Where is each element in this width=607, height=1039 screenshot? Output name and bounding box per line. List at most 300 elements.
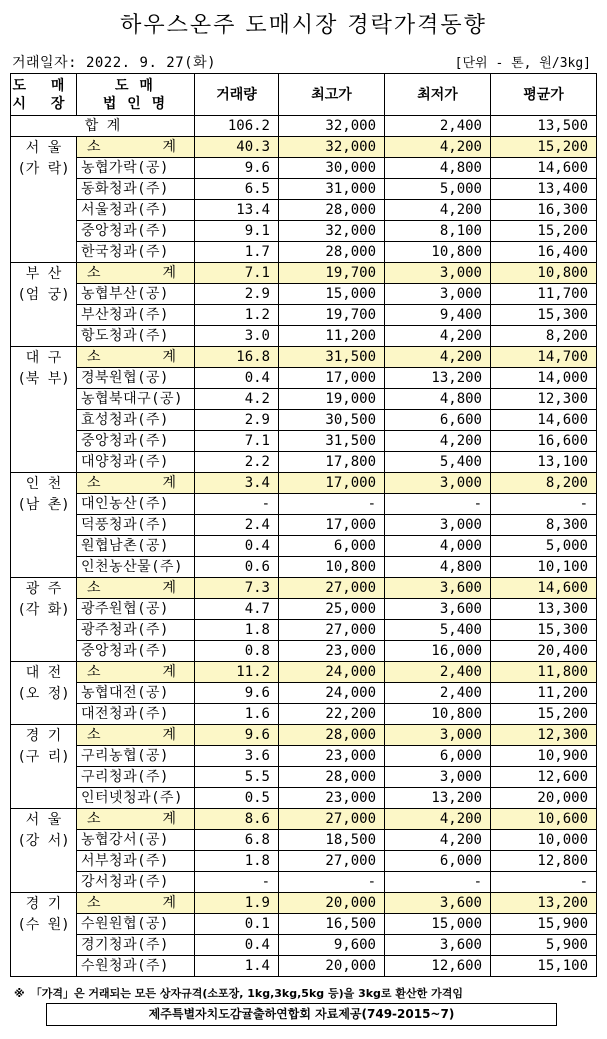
- region-name: 대 전: [25, 665, 62, 681]
- corp-name: 대전청과(주): [77, 704, 195, 725]
- cell-avg: 12,300: [491, 389, 597, 410]
- subtotal-max: 31,500: [279, 347, 385, 368]
- table-row: [11, 200, 597, 221]
- corp-name: 중앙청과(주): [77, 641, 195, 662]
- subtotal-row: [11, 347, 597, 368]
- subtotal-label: [77, 893, 195, 914]
- cell-min: 15,000: [385, 914, 491, 935]
- cell-volume: 4.7: [195, 599, 279, 620]
- subtotal-avg: 14,600: [491, 578, 597, 599]
- table-row: [11, 242, 597, 263]
- corp-name: 농협가락(공): [77, 158, 195, 179]
- region-name: 대 구: [25, 350, 62, 366]
- cell-volume: 9.6: [195, 683, 279, 704]
- subtotal-volume: 8.6: [195, 809, 279, 830]
- cell-max: 22,200: [279, 704, 385, 725]
- subtotal-max: 27,000: [279, 809, 385, 830]
- trade-date: 거래일자: 2022. 9. 27(화): [12, 55, 217, 71]
- region-cell: [11, 893, 77, 977]
- subtotal-min: 3,000: [385, 725, 491, 746]
- subtotal-label: [77, 578, 195, 599]
- cell-volume: 0.4: [195, 368, 279, 389]
- total-volume: 106.2: [195, 116, 279, 137]
- corp-name: 대인농산(주): [77, 494, 195, 515]
- cell-min: 5,000: [385, 179, 491, 200]
- cell-max: 30,000: [279, 158, 385, 179]
- cell-avg: 15,200: [491, 704, 597, 725]
- cell-avg: 10,900: [491, 746, 597, 767]
- corp-name: 한국청과(주): [77, 242, 195, 263]
- subtotal-max: 27,000: [279, 578, 385, 599]
- cell-max: 32,000: [279, 221, 385, 242]
- table-row: [11, 788, 597, 809]
- subtotal-min: 2,400: [385, 662, 491, 683]
- total-max: 32,000: [279, 116, 385, 137]
- table-row: [11, 830, 597, 851]
- subtotal-label-a: 소: [87, 727, 101, 743]
- table-row: [11, 284, 597, 305]
- total-label: 합 계: [11, 116, 195, 137]
- header-avg: 평균가: [491, 74, 597, 116]
- cell-volume: 3.0: [195, 326, 279, 347]
- cell-avg: 15,300: [491, 305, 597, 326]
- total-avg: 13,500: [491, 116, 597, 137]
- subtotal-label: [77, 725, 195, 746]
- cell-min: 13,200: [385, 368, 491, 389]
- cell-volume: 0.6: [195, 557, 279, 578]
- cell-avg: 10,000: [491, 830, 597, 851]
- table-row: [11, 599, 597, 620]
- cell-avg: 5,000: [491, 536, 597, 557]
- cell-avg: 5,900: [491, 935, 597, 956]
- cell-min: 3,000: [385, 767, 491, 788]
- cell-min: 3,000: [385, 515, 491, 536]
- subtotal-max: 28,000: [279, 725, 385, 746]
- corp-name: 동화청과(주): [77, 179, 195, 200]
- subtotal-row: [11, 137, 597, 158]
- cell-max: 31,000: [279, 179, 385, 200]
- cell-avg: 14,000: [491, 368, 597, 389]
- table-row: [11, 452, 597, 473]
- table-row: [11, 641, 597, 662]
- region-market: (오 정): [17, 686, 70, 702]
- corp-name: 경기청과(주): [77, 935, 195, 956]
- cell-max: 28,000: [279, 242, 385, 263]
- subtotal-row: [11, 809, 597, 830]
- corp-name: 농협북대구(공): [77, 389, 195, 410]
- cell-volume: -: [195, 494, 279, 515]
- subtotal-label-a: 소: [87, 349, 101, 365]
- table-row: [11, 158, 597, 179]
- subtotal-label: [77, 809, 195, 830]
- corp-name: 인터넷청과(주): [77, 788, 195, 809]
- subtotal-label-b: 계: [162, 895, 177, 911]
- subtotal-avg: 12,300: [491, 725, 597, 746]
- cell-volume: 1.8: [195, 620, 279, 641]
- corp-name: 중앙청과(주): [77, 431, 195, 452]
- cell-volume: 5.5: [195, 767, 279, 788]
- corp-name: 강서청과(주): [77, 872, 195, 893]
- cell-min: 4,800: [385, 557, 491, 578]
- subtotal-min: 3,000: [385, 263, 491, 284]
- cell-max: 10,800: [279, 557, 385, 578]
- table-row: [11, 515, 597, 536]
- cell-volume: 13.4: [195, 200, 279, 221]
- header-max: 최고가: [279, 74, 385, 116]
- subtotal-volume: 1.9: [195, 893, 279, 914]
- cell-volume: 3.6: [195, 746, 279, 767]
- cell-min: 6,600: [385, 410, 491, 431]
- cell-max: 15,000: [279, 284, 385, 305]
- cell-max: -: [279, 494, 385, 515]
- subtotal-min: 4,200: [385, 809, 491, 830]
- cell-avg: 14,600: [491, 158, 597, 179]
- cell-avg: 8,200: [491, 326, 597, 347]
- subtotal-row: [11, 725, 597, 746]
- cell-max: 17,000: [279, 368, 385, 389]
- source-footer: 제주특별자치도감귤출하연합회 자료제공(749-2015~7): [46, 1003, 557, 1026]
- cell-min: 16,000: [385, 641, 491, 662]
- cell-volume: 2.2: [195, 452, 279, 473]
- corp-name: 항도청과(주): [77, 326, 195, 347]
- header-market: [11, 74, 77, 116]
- corp-name: 수원청과(주): [77, 956, 195, 977]
- cell-volume: 1.8: [195, 851, 279, 872]
- cell-volume: 2.9: [195, 410, 279, 431]
- table-row: [11, 389, 597, 410]
- subtotal-label: [77, 662, 195, 683]
- subtotal-label-a: 소: [87, 475, 101, 491]
- cell-max: 23,000: [279, 746, 385, 767]
- cell-avg: -: [491, 872, 597, 893]
- cell-avg: 13,400: [491, 179, 597, 200]
- cell-min: 4,800: [385, 389, 491, 410]
- subtotal-label-b: 계: [162, 349, 177, 365]
- cell-min: 8,100: [385, 221, 491, 242]
- region-name: 광 주: [25, 581, 62, 597]
- cell-min: 4,000: [385, 536, 491, 557]
- cell-min: 6,000: [385, 746, 491, 767]
- subtotal-label-b: 계: [162, 664, 177, 680]
- table-row: [11, 326, 597, 347]
- header-market-line2: 시 장: [12, 95, 75, 112]
- cell-avg: 15,100: [491, 956, 597, 977]
- corp-name: 대양청과(주): [77, 452, 195, 473]
- cell-max: 28,000: [279, 767, 385, 788]
- corp-name: 수원원협(공): [77, 914, 195, 935]
- cell-max: 27,000: [279, 620, 385, 641]
- subtotal-label-b: 계: [162, 475, 177, 491]
- region-name: 인 천: [25, 476, 62, 492]
- corp-name: 서울청과(주): [77, 200, 195, 221]
- cell-avg: 20,400: [491, 641, 597, 662]
- table-row: [11, 536, 597, 557]
- subtotal-label-b: 계: [162, 727, 177, 743]
- region-cell: [11, 263, 77, 347]
- cell-avg: 10,100: [491, 557, 597, 578]
- cell-avg: 15,300: [491, 620, 597, 641]
- cell-max: 25,000: [279, 599, 385, 620]
- cell-avg: 15,900: [491, 914, 597, 935]
- corp-name: 농협대전(공): [77, 683, 195, 704]
- region-market: (구 리): [17, 749, 70, 765]
- region-market: (강 서): [17, 833, 70, 849]
- subtotal-min: 3,600: [385, 578, 491, 599]
- cell-min: 10,800: [385, 704, 491, 725]
- corp-name: 서부청과(주): [77, 851, 195, 872]
- cell-min: -: [385, 872, 491, 893]
- subtotal-avg: 14,700: [491, 347, 597, 368]
- table-row: [11, 179, 597, 200]
- header-corp-line1: 도 매: [115, 77, 156, 94]
- subtotal-row: [11, 578, 597, 599]
- subtotal-max: 20,000: [279, 893, 385, 914]
- cell-max: 6,000: [279, 536, 385, 557]
- subtotal-label: [77, 347, 195, 368]
- subtotal-avg: 8,200: [491, 473, 597, 494]
- cell-min: 4,200: [385, 830, 491, 851]
- corp-name: 구리청과(주): [77, 767, 195, 788]
- table-row: [11, 221, 597, 242]
- subtotal-min: 3,600: [385, 893, 491, 914]
- subtotal-label-b: 계: [162, 265, 177, 281]
- cell-avg: 11,700: [491, 284, 597, 305]
- cell-min: 2,400: [385, 683, 491, 704]
- cell-volume: 1.4: [195, 956, 279, 977]
- cell-max: -: [279, 872, 385, 893]
- subtotal-row: [11, 662, 597, 683]
- subtotal-volume: 3.4: [195, 473, 279, 494]
- cell-max: 19,700: [279, 305, 385, 326]
- subtotal-avg: 13,200: [491, 893, 597, 914]
- subtotal-max: 24,000: [279, 662, 385, 683]
- cell-max: 11,200: [279, 326, 385, 347]
- corp-name: 구리농협(공): [77, 746, 195, 767]
- subtotal-row: [11, 893, 597, 914]
- note-mark: ※: [14, 987, 25, 1000]
- table-row: [11, 431, 597, 452]
- cell-volume: 7.1: [195, 431, 279, 452]
- corp-name: 인천농산물(주): [77, 557, 195, 578]
- table-row: [11, 305, 597, 326]
- cell-volume: 0.4: [195, 536, 279, 557]
- cell-avg: 14,600: [491, 410, 597, 431]
- cell-min: 4,800: [385, 158, 491, 179]
- region-name: 경 기: [25, 728, 62, 744]
- cell-volume: 2.4: [195, 515, 279, 536]
- subtotal-label: [77, 473, 195, 494]
- subtotal-avg: 15,200: [491, 137, 597, 158]
- price-table: [10, 73, 597, 977]
- table-header-row: [11, 74, 597, 116]
- cell-max: 28,000: [279, 200, 385, 221]
- subtotal-volume: 9.6: [195, 725, 279, 746]
- subtotal-label-a: 소: [87, 580, 101, 596]
- total-min: 2,400: [385, 116, 491, 137]
- region-cell: [11, 578, 77, 662]
- header-min: 최저가: [385, 74, 491, 116]
- subtotal-max: 17,000: [279, 473, 385, 494]
- cell-min: 5,400: [385, 452, 491, 473]
- header-market-line1: 도 매: [12, 77, 75, 94]
- cell-avg: 13,100: [491, 452, 597, 473]
- subtotal-label-b: 계: [162, 580, 177, 596]
- table-row: [11, 683, 597, 704]
- subtotal-max: 19,700: [279, 263, 385, 284]
- price-note: [14, 985, 463, 1001]
- cell-max: 9,600: [279, 935, 385, 956]
- subtotal-max: 32,000: [279, 137, 385, 158]
- corp-name: 원협남촌(공): [77, 536, 195, 557]
- table-row: [11, 935, 597, 956]
- corp-name: 부산청과(주): [77, 305, 195, 326]
- table-row: [11, 851, 597, 872]
- cell-avg: 16,400: [491, 242, 597, 263]
- table-body: [11, 116, 597, 977]
- header-corp: [77, 74, 195, 116]
- subtotal-volume: 16.8: [195, 347, 279, 368]
- corp-name: 효성청과(주): [77, 410, 195, 431]
- subtotal-avg: 10,600: [491, 809, 597, 830]
- subtotal-volume: 7.3: [195, 578, 279, 599]
- subtotal-label: [77, 263, 195, 284]
- corp-name: 광주원협(공): [77, 599, 195, 620]
- cell-max: 20,000: [279, 956, 385, 977]
- cell-min: 9,400: [385, 305, 491, 326]
- cell-avg: 15,200: [491, 221, 597, 242]
- cell-min: 4,200: [385, 326, 491, 347]
- table-row: [11, 410, 597, 431]
- cell-avg: 11,200: [491, 683, 597, 704]
- table-row: [11, 956, 597, 977]
- corp-name: 덕풍청과(주): [77, 515, 195, 536]
- subtotal-label-a: 소: [87, 895, 101, 911]
- subtotal-label-a: 소: [87, 139, 101, 155]
- cell-volume: 9.1: [195, 221, 279, 242]
- cell-max: 23,000: [279, 788, 385, 809]
- cell-max: 31,500: [279, 431, 385, 452]
- subtotal-volume: 7.1: [195, 263, 279, 284]
- table-row: [11, 746, 597, 767]
- cell-min: 5,400: [385, 620, 491, 641]
- region-market: (각 화): [17, 602, 70, 618]
- page-title: 하우스온주 도매시장 경락가격동향: [120, 13, 487, 38]
- cell-min: -: [385, 494, 491, 515]
- cell-avg: 12,800: [491, 851, 597, 872]
- cell-min: 3,000: [385, 284, 491, 305]
- header-corp-line2: 법 인 명: [102, 95, 169, 112]
- cell-volume: 6.5: [195, 179, 279, 200]
- region-cell: [11, 725, 77, 809]
- cell-max: 24,000: [279, 683, 385, 704]
- cell-max: 17,000: [279, 515, 385, 536]
- region-market: (가 락): [17, 161, 70, 177]
- cell-volume: -: [195, 872, 279, 893]
- cell-volume: 0.5: [195, 788, 279, 809]
- note-text: 「가격」은 거래되는 모든 상자규격(소포장, 1kg,3kg,5kg 등)을 3kg로 환산한 가격임: [30, 987, 463, 1000]
- cell-volume: 6.8: [195, 830, 279, 851]
- cell-volume: 2.9: [195, 284, 279, 305]
- table-row: [11, 767, 597, 788]
- cell-avg: 16,600: [491, 431, 597, 452]
- cell-min: 4,200: [385, 431, 491, 452]
- subtotal-min: 4,200: [385, 137, 491, 158]
- table-row: [11, 368, 597, 389]
- cell-min: 3,600: [385, 599, 491, 620]
- cell-volume: 0.1: [195, 914, 279, 935]
- subtotal-label-a: 소: [87, 664, 101, 680]
- table-row: [11, 872, 597, 893]
- cell-volume: 0.8: [195, 641, 279, 662]
- corp-name: 중앙청과(주): [77, 221, 195, 242]
- cell-min: 10,800: [385, 242, 491, 263]
- cell-max: 19,000: [279, 389, 385, 410]
- cell-avg: 16,300: [491, 200, 597, 221]
- table-row: [11, 914, 597, 935]
- region-cell: [11, 473, 77, 578]
- cell-min: 12,600: [385, 956, 491, 977]
- cell-max: 23,000: [279, 641, 385, 662]
- unit-label: [단위 - 톤, 원/3kg]: [454, 56, 591, 71]
- subtotal-min: 4,200: [385, 347, 491, 368]
- cell-min: 4,200: [385, 200, 491, 221]
- region-name: 부 산: [25, 266, 62, 282]
- cell-avg: 13,300: [491, 599, 597, 620]
- cell-avg: -: [491, 494, 597, 515]
- cell-volume: 9.6: [195, 158, 279, 179]
- cell-max: 27,000: [279, 851, 385, 872]
- region-cell: [11, 137, 77, 263]
- cell-volume: 4.2: [195, 389, 279, 410]
- cell-volume: 1.7: [195, 242, 279, 263]
- region-name: 서 울: [25, 812, 62, 828]
- subtotal-avg: 10,800: [491, 263, 597, 284]
- cell-max: 17,800: [279, 452, 385, 473]
- subtotal-label: [77, 137, 195, 158]
- table-row: [11, 557, 597, 578]
- region-market: (수 원): [17, 917, 70, 933]
- region-name: 서 울: [25, 140, 62, 156]
- cell-avg: 20,000: [491, 788, 597, 809]
- corp-name: 경북원협(공): [77, 368, 195, 389]
- region-cell: [11, 347, 77, 473]
- subtotal-row: [11, 473, 597, 494]
- cell-volume: 0.4: [195, 935, 279, 956]
- subtotal-avg: 11,800: [491, 662, 597, 683]
- table-row: [11, 620, 597, 641]
- cell-volume: 1.2: [195, 305, 279, 326]
- table-row: [11, 704, 597, 725]
- region-market: (엄 궁): [17, 287, 70, 303]
- corp-name: 농협강서(공): [77, 830, 195, 851]
- subtotal-min: 3,000: [385, 473, 491, 494]
- region-cell: [11, 809, 77, 893]
- region-cell: [11, 662, 77, 725]
- subtotal-label-a: 소: [87, 265, 101, 281]
- subtotal-volume: 40.3: [195, 137, 279, 158]
- header-volume: 거래량: [195, 74, 279, 116]
- cell-max: 16,500: [279, 914, 385, 935]
- region-name: 경 기: [25, 896, 62, 912]
- cell-max: 18,500: [279, 830, 385, 851]
- region-market: (남 촌): [17, 497, 70, 513]
- cell-max: 30,500: [279, 410, 385, 431]
- cell-volume: 1.6: [195, 704, 279, 725]
- table-row: [11, 494, 597, 515]
- cell-avg: 8,300: [491, 515, 597, 536]
- subtotal-label-b: 계: [162, 139, 177, 155]
- subtotal-label-b: 계: [162, 811, 177, 827]
